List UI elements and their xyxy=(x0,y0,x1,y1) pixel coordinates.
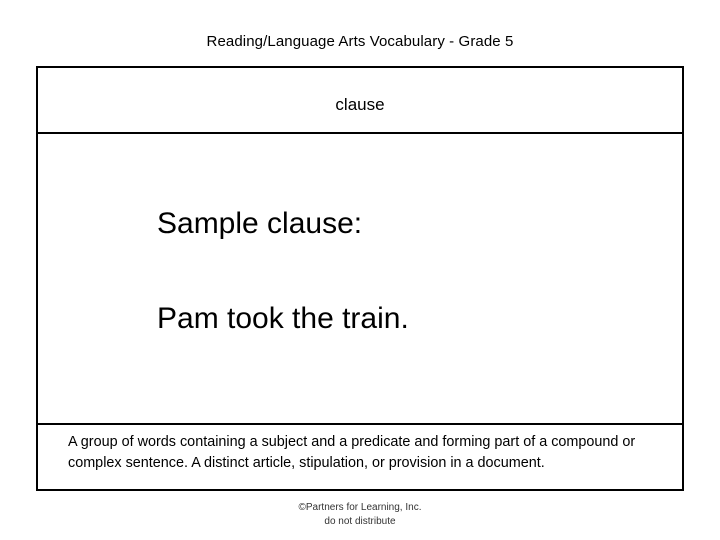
sample-label: Sample clause: xyxy=(157,207,363,240)
footer xyxy=(0,501,720,529)
sample-sentence: Pam took the train. xyxy=(157,302,409,335)
vocabulary-card xyxy=(36,66,684,491)
definition-text: A group of words containing a subject and a predicate and forming part of a compound or complex sentence. A distinct article, stipulation, or provision in a document. xyxy=(68,434,636,471)
definition-box xyxy=(38,423,682,489)
term-box xyxy=(38,68,682,134)
copyright-text: ©Partners for Learning, Inc. xyxy=(298,502,422,513)
vocabulary-term: clause xyxy=(335,95,385,114)
sample-area xyxy=(38,134,682,423)
distribution-notice: do not distribute xyxy=(324,516,396,527)
page-title: Reading/Language Arts Vocabulary - Grade 5 xyxy=(206,33,514,50)
